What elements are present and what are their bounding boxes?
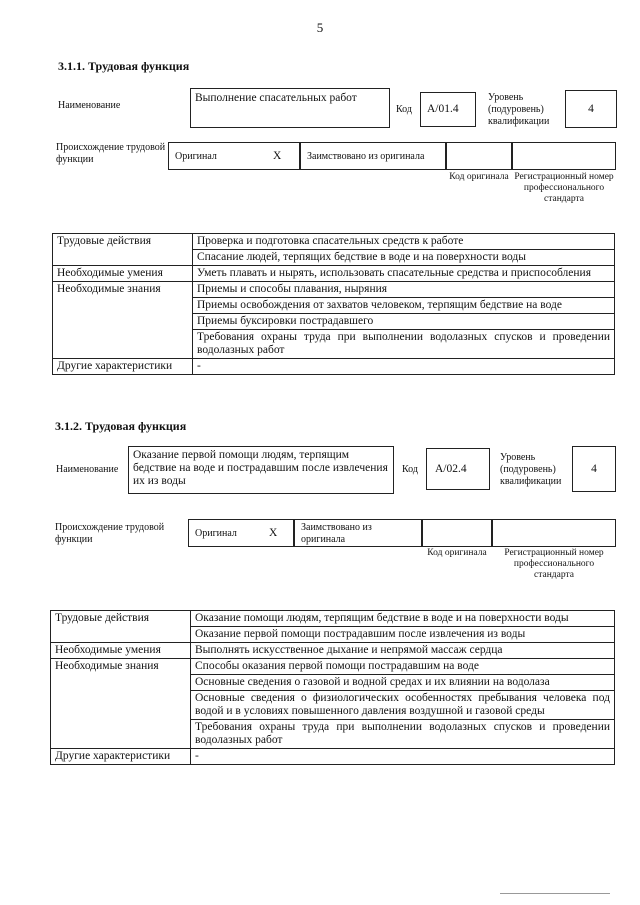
function-table	[50, 610, 615, 765]
knowledge-label: Необходимые знания	[53, 282, 193, 359]
knowledge-item: Приемы буксировки пострадавшего	[193, 314, 615, 330]
knowledge-item: Требования охраны труда при выполнении водолазных спусков и проведении водолазных работ	[193, 330, 615, 359]
table-row	[53, 234, 615, 250]
knowledge-item: Приемы и способы плавания, ныряния	[193, 282, 615, 298]
level-label: Уровень (подуровень) квалификации	[488, 92, 550, 127]
knowledge-item: Требования охраны труда при выполнении водолазных спусков и проведении водолазных работ	[191, 720, 615, 749]
table-row	[51, 643, 615, 659]
function-table	[52, 233, 615, 375]
reg-number-box	[492, 519, 616, 547]
code-original-label: Код оригинала	[449, 172, 509, 182]
actions-label: Трудовые действия	[53, 234, 193, 266]
section-title: 3.1.1. Трудовая функция	[58, 59, 190, 73]
action-item: Проверка и подготовка спасательных средств к работе	[193, 234, 615, 250]
skills-label: Необходимые умения	[53, 266, 193, 282]
reg-number-label: Регистрационный номер профессионального стандарта	[514, 172, 614, 204]
table-row	[51, 611, 615, 627]
reg-number-label: Регистрационный номер профессионального стандарта	[504, 548, 604, 580]
origin-label: Происхождение трудовой функции	[56, 142, 166, 165]
action-item: Оказание первой помощи пострадавшим после извлечения из воды	[191, 627, 615, 643]
scan-artifact	[500, 893, 610, 894]
code-original-box	[422, 519, 492, 547]
original-cell	[188, 519, 294, 547]
level-value: 4	[565, 90, 617, 128]
other-value: -	[191, 749, 615, 765]
skill-item: Уметь плавать и нырять, использовать спасательные средства и приспособления	[193, 266, 615, 282]
actions-label: Трудовые действия	[51, 611, 191, 643]
original-label: Оригинал	[195, 528, 237, 539]
page-number: 5	[316, 20, 324, 35]
borrowed-cell	[294, 519, 422, 547]
skill-item: Выполнять искусственное дыхание и непрямой массаж сердца	[191, 643, 615, 659]
borrowed-cell	[300, 142, 446, 170]
knowledge-item: Основные сведения о газовой и водной средах и их влиянии на водолаза	[191, 675, 615, 691]
knowledge-item: Основные сведения о физиологических особенностях пребывания человека под водой и в условиях повышенного давления воздушной и газовой среды	[191, 691, 615, 720]
name-label: Наименование	[56, 464, 119, 475]
original-mark: X	[269, 527, 278, 539]
code-value: A/01.4	[420, 92, 476, 127]
function-name-box: Выполнение спасательных работ	[190, 88, 390, 128]
table-row	[53, 359, 615, 375]
skills-label: Необходимые умения	[51, 643, 191, 659]
other-label: Другие характеристики	[51, 749, 191, 765]
other-value: -	[193, 359, 615, 375]
reg-number-box	[512, 142, 616, 170]
action-item: Спасание людей, терпящих бедствие в воде и на поверхности воды	[193, 250, 615, 266]
code-label: Код	[396, 104, 412, 115]
name-label: Наименование	[58, 100, 121, 111]
level-value: 4	[572, 446, 616, 492]
action-item: Оказание помощи людям, терпящим бедствие в воде и на поверхности воды	[191, 611, 615, 627]
knowledge-item: Приемы освобождения от захватов человеком, терпящим бедствие на воде	[193, 298, 615, 314]
original-cell	[168, 142, 300, 170]
original-mark: X	[273, 150, 282, 162]
other-label: Другие характеристики	[53, 359, 193, 375]
code-value: A/02.4	[426, 448, 490, 490]
table-row	[51, 749, 615, 765]
code-original-box	[446, 142, 512, 170]
table-row	[51, 659, 615, 675]
original-label: Оригинал	[175, 151, 217, 162]
code-original-label: Код оригинала	[427, 548, 487, 558]
table-row	[53, 282, 615, 298]
knowledge-item: Способы оказания первой помощи пострадавшим на воде	[191, 659, 615, 675]
knowledge-label: Необходимые знания	[51, 659, 191, 749]
borrowed-label: Заимствовано из оригинала	[307, 151, 425, 162]
section-title: 3.1.2. Трудовая функция	[55, 419, 187, 433]
level-label: Уровень (подуровень) квалификации	[500, 452, 562, 487]
table-row	[53, 266, 615, 282]
borrowed-label: Заимствовано из оригинала	[301, 522, 372, 545]
function-name-box: Оказание первой помощи людям, терпящим бедствие на воде и пострадавшим после извлечения их из воды	[128, 446, 394, 494]
code-label: Код	[402, 464, 418, 475]
origin-label: Происхождение трудовой функции	[55, 522, 165, 545]
